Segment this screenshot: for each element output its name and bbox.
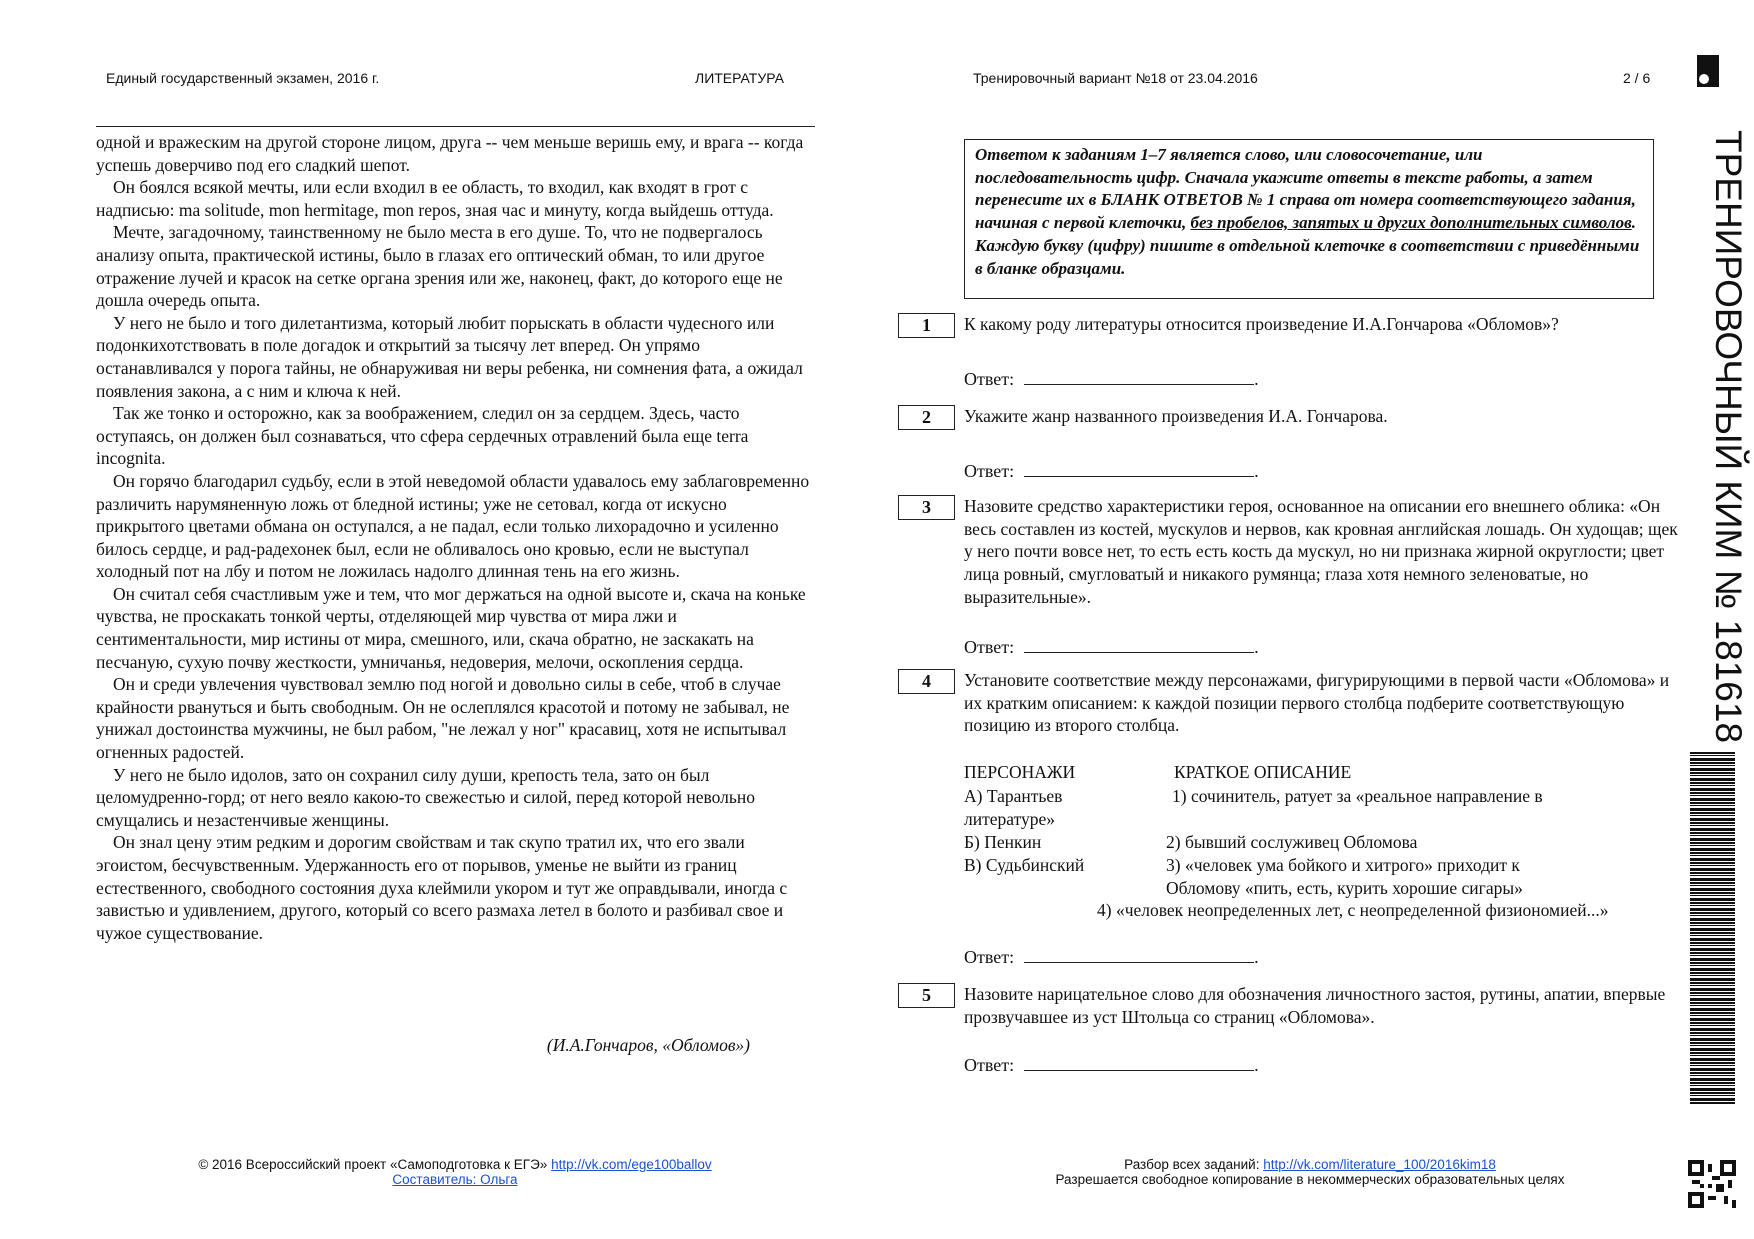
passage-paragraph: Он считал себя счастливым уже и тем, что мог держаться на одной высоте и, скача на коньке чувства, не проскакать тонкой черты, отделяющей мир чувства от мира лжи и сентиментальности, мир истины от мира, смешного, или, скача обратно, не заскакать на песчаную, сухую почву жесткости, умничанья, недоверия, мелочи, оскопления сердца. (96, 583, 806, 672)
answer-field[interactable] (1024, 634, 1254, 653)
footer-right (990, 1157, 1630, 1187)
question-text: Назовите нарицательное слово для обозначения личностного застоя, рутины, апатии, впервые прозвучавшее из уст Штольца со страниц «Обломова». (964, 984, 1666, 1027)
matching-character: А) Тарантьев (964, 786, 1063, 806)
answer-field[interactable] (1024, 944, 1254, 963)
passage-paragraph: Он знал цену этим редким и дорогим свойствам и так скупо тратил их, что его звали эгоистом, бесчувственным. Удержанность его от порывов, уменье не выйти из границ естественного, свободного состояния духа клеймили укором и тут же оправдывали, иногда с завистью и удивлением, другого, который со всего размаха летел в болото и разбивал свое и чужое существование. (96, 832, 788, 943)
answer-field[interactable] (1024, 458, 1254, 477)
header-exam: Единый государственный экзамен, 2016 г. (106, 70, 380, 86)
footer-copyright-link[interactable]: http://vk.com/ege100ballov (551, 1157, 712, 1172)
footer-license: Разрешается свободное копирование в некоммерческих образовательных целях (1055, 1172, 1565, 1187)
passage-paragraph: одной и вражеским на другой стороне лицом, друга -- чем меньше веришь ему, и врага -- когда успешь доверчиво под его сладкий шепот. (96, 132, 804, 175)
question-text: Укажите жанр названного произведения И.А. Гончарова. (964, 406, 1388, 426)
header-variant: Тренировочный вариант №18 от 23.04.2016 (973, 70, 1258, 86)
answer-dot: . (1254, 637, 1259, 657)
answer-row (964, 366, 1259, 390)
side-title-text: ТРЕНИРОВОЧНЫЙ КИМ № 181618 (1708, 130, 1749, 744)
footer-analysis-link[interactable]: http://vk.com/literature_100/2016kim18 (1263, 1157, 1496, 1172)
footer-analysis-label: Разбор всех заданий: (1124, 1157, 1260, 1172)
question-number-box: 3 (898, 495, 955, 520)
passage-paragraph: Он горячо благодарил судьбу, если в этой неведомой области удавалось ему заблаговременно различить нарумяненную ложь от бледной истины; уже не сетовал, когда от искусно прикрытого цветами обмана он оступался, а не падал, если только лихорадочно и усиленно билось сердце, и рад-радехонек был, если не обливалось оно кровью, если не выступал холодный пот на лбу и потом не ложилась надолго длинная тень на его жизнь. (96, 470, 810, 582)
answer-dot: . (1254, 461, 1259, 481)
question-number-box: 5 (898, 983, 955, 1008)
answer-dot: . (1254, 947, 1259, 967)
instructions-text: Ответом к заданиям 1–7 является слово, или словосочетание, или последовательность цифр. Сначала укажите ответы в тексте работы, а затем перенесите их в БЛАНК ОТВЕТОВ № 1 справа от номера соответствующего задания, начиная с первой клеточки, (975, 145, 1636, 233)
corner-marker-icon (1697, 55, 1719, 87)
matching-header-descriptions: КРАТКОЕ ОПИСАНИЕ (1174, 762, 1352, 782)
barcode-icon (1690, 752, 1735, 1104)
side-title (1708, 130, 1749, 744)
passage-paragraph: Он и среди увлечения чувствовал землю под ногой и довольно силы в себе, чтоб в случае крайности рвануться и быть свободным. Он не ослеплялся красотой и потому не забывал, не унижал достоинства мужчины, не был рабом, "не лежал у ног" красавиц, хотя не испытывал огненных радостей. (96, 674, 790, 763)
instructions-box (964, 139, 1654, 299)
passage-text (96, 131, 818, 944)
answer-row (964, 458, 1259, 482)
passage-attribution: (И.А.Гончаров, «Обломов») (546, 1035, 750, 1055)
answer-label: Ответ: (964, 369, 1015, 389)
answer-field[interactable] (1024, 1052, 1254, 1071)
qr-code-icon (1688, 1160, 1736, 1208)
footer-left (130, 1157, 780, 1187)
answer-row (964, 1052, 1259, 1076)
question-text: Назовите средство характеристики героя, основанное на описании его внешнего облика: «Он весь составлен из костей, мускулов и нервов, как кровная английская лошадь. Он худощав; щек у него почти вовсе нет, то есть есть кость да мускул, но ни признака жирной округлости; цвет лица ровный, смугловатый и никакого румянца; глаза хотя немного зеленоватые, но выразительные». (964, 496, 1678, 607)
answer-field[interactable] (1024, 366, 1254, 385)
passage-paragraph: У него не было идолов, зато он сохранил силу души, крепость тела, зато он был целомудренно-горд; от него веяло какою-то свежестью и силой, перед которой невольно смущались и незастенчивые женщины. (96, 764, 756, 830)
header-divider (96, 126, 815, 127)
matching-description: 3) «человек ума бойкого и хитрого» приходит к Обломову «пить, есть, курить хорошие сигары» (1166, 855, 1523, 898)
matching-header-characters: ПЕРСОНАЖИ (964, 762, 1076, 782)
answer-dot: . (1254, 1055, 1259, 1075)
passage-paragraph: У него не было и того дилетантизма, который любит порыскать в области чудесного или подонкихотствовать в поле догадок и открытий за тысячу лет вперед. Он упрямо останавливался у порога тайны, не обнаруживая ни веры ребенка, ни сомнения фата, а ожидал появления закона, а с ним и ключа к ней. (96, 312, 803, 401)
answer-label: Ответ: (964, 1055, 1015, 1075)
passage-paragraph: Он боялся всякой мечты, или если входил в ее область, то входил, как входят в грот с надписью: ma solitude, mon hermitage, mon repos, зная час и минуту, когда выйдешь оттуда. (96, 177, 774, 220)
answer-label: Ответ: (964, 461, 1015, 481)
answer-label: Ответ: (964, 637, 1015, 657)
header-page-number: 2 / 6 (1623, 70, 1651, 86)
passage-paragraph: Мечте, загадочному, таинственному не было места в его душе. То, что не подвергалось анализу опыта, практической истины, было в глазах его оптический обман, то или другое отражение лучей и красок на сетке органа зрения или же, наконец, факт, до которого еще не дошла очередь опыта. (96, 222, 783, 311)
instructions-emphasis: без пробелов, запятых и других дополнительных символов (1190, 213, 1632, 233)
header-subject: ЛИТЕРАТУРА (695, 70, 784, 86)
question-text: Установите соответствие между персонажами, фигурирующими в первой части «Обломова» и их кратким описанием: к каждой позиции первого столбца подберите соответствующую позицию из второго столбца. (964, 670, 1670, 736)
matching-description (964, 785, 1624, 830)
answer-label: Ответ: (964, 947, 1015, 967)
footer-author-link[interactable]: Составитель: Ольга (392, 1172, 518, 1187)
question-number-box: 1 (898, 313, 955, 338)
passage-paragraph: Так же тонко и осторожно, как за воображением, следил он за сердцем. Здесь, часто оступаясь, он должен был сознаваться, что сфера сердечных отравлений была еще terra incognita. (96, 403, 749, 469)
answer-row (964, 944, 1259, 968)
question-number-box: 4 (898, 669, 955, 694)
matching-character: Б) Пенкин (964, 832, 1042, 852)
matching-description: 2) бывший сослуживец Обломова (1166, 832, 1418, 852)
answer-row (964, 634, 1259, 658)
question-text: К какому роду литературы относится произведение И.А.Гончарова «Обломов»? (964, 314, 1559, 334)
matching-description-text: 1) сочинитель, ратует за «реальное направление в литературе» (964, 786, 1543, 829)
instructions-text-end: . Каждую букву (цифру) пишите в отдельной клеточке в соответствии с приведёнными в бланке образцами. (975, 213, 1640, 278)
footer-copyright: © 2016 Всероссийский проект «Самоподготовка к ЕГЭ» (198, 1157, 548, 1172)
matching-description: 4) «человек неопределенных лет, с неопределенной физиономией...» (1097, 900, 1609, 920)
question-number-box: 2 (898, 405, 955, 430)
matching-character: В) Судьбинский (964, 855, 1085, 875)
answer-dot: . (1254, 369, 1259, 389)
